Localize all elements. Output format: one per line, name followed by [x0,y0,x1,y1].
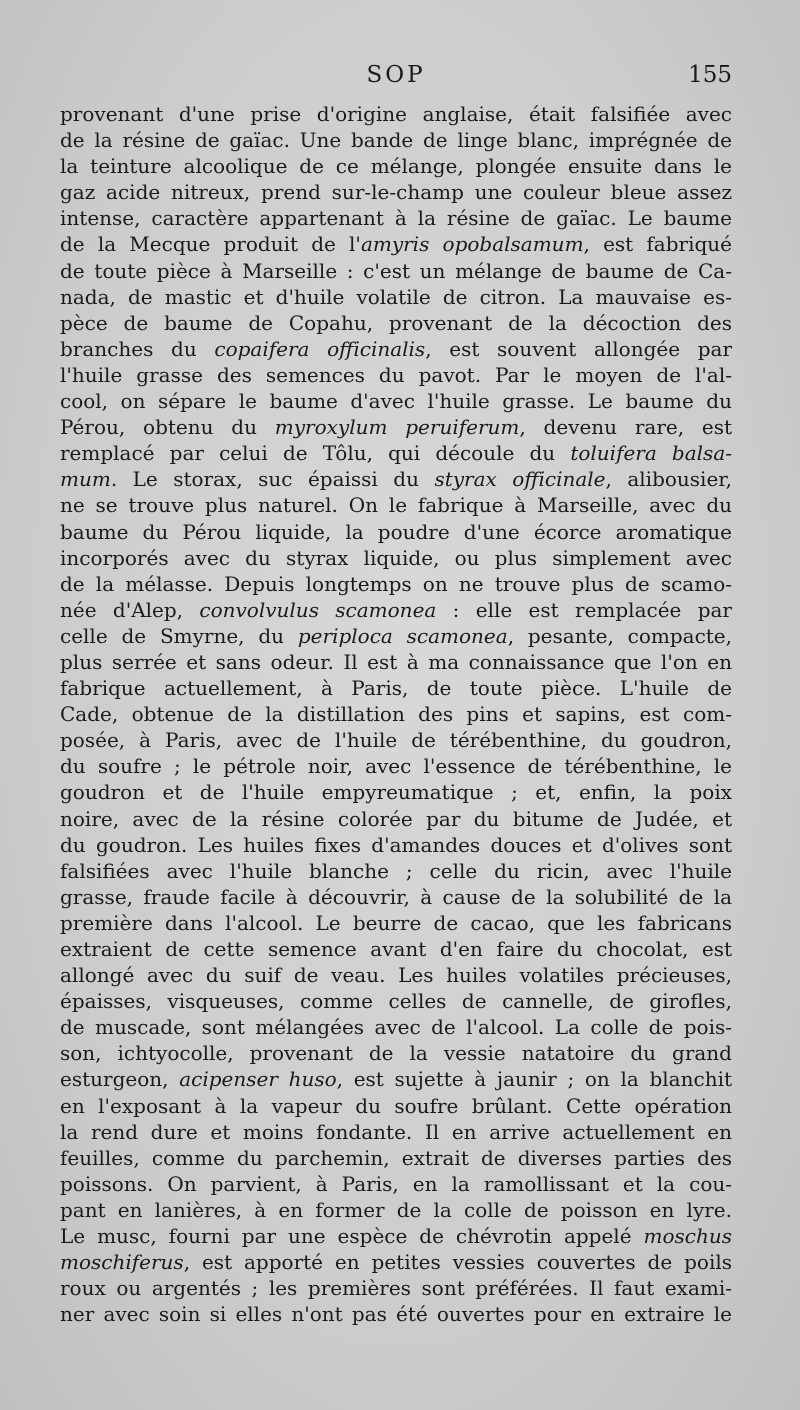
text-line: Le musc, fourni par une espèce de chévrotin appelé moschus [60,1224,732,1249]
text-line: Pérou, obtenu du myroxylum peruiferum, devenu rare, est [60,415,732,440]
text-line: feuilles, comme du parchemin, extrait de diverses parties des [60,1145,732,1170]
text-line: du soufre ; le pétrole noir, avec l'essence de térébenthine, le [60,754,732,779]
italic-term: toluifera balsa- [570,441,732,466]
text-line: gaz acide nitreux, prend sur-le-champ une couleur bleue assez [60,180,732,205]
italic-term: copaifera officinalis [214,336,426,361]
text-line: ne se trouve plus naturel. On le fabrique à Marseille, avec du [60,493,732,518]
text-line: goudron et de l'huile empyreumatique ; et, enfin, la poix [60,780,732,805]
text-line: plus serrée et sans odeur. Il est à ma connaissance que l'on en [60,649,732,674]
text-line: nada, de mastic et d'huile volatile de citron. La mauvaise es- [60,284,732,309]
text-line: moschiferus, est apporté en petites vessies couvertes de poils [60,1250,732,1275]
text-line: de toute pièce à Marseille : c'est un mélange de baume de Ca- [60,258,732,283]
text-line: mum. Le storax, suc épaissi du styrax officinale, alibousier, [60,467,732,492]
text-line: extraient de cette semence avant d'en faire du chocolat, est [60,937,732,961]
text-line: ner avec soin si elles n'ont pas été ouvertes pour en extraire le [60,1302,732,1327]
text-line: la rend dure et moins fondante. Il en arrive actuellement en [60,1119,732,1144]
text-line: cool, on sépare le baume d'avec l'huile grasse. Le baume du [60,389,732,414]
text-line: l'huile grasse des semences du pavot. Par le moyen de l'al- [60,362,732,387]
text-line: provenant d'une prise d'origine anglaise, était falsifiée avec [60,102,732,126]
text-line: baume du Pérou liquide, la poudre d'une écorce aromatique [60,519,732,544]
italic-term: moschiferus [60,1250,184,1275]
page-number: 155 [688,62,732,88]
italic-term: styrax officinale [434,467,606,492]
text-line: la teinture alcoolique de ce mélange, plongée ensuite dans le [60,154,732,179]
italic-term: acipenser huso [179,1067,337,1092]
text-line: esturgeon, acipenser huso, est sujette à jaunir ; on la blanchit [60,1067,732,1092]
text-line: pèce de baume de Copahu, provenant de la décoction des [60,310,732,335]
text-line: remplacé par celui de Tôlu, qui découle du toluifera balsa- [60,441,732,466]
italic-term: moschus [643,1224,732,1249]
text-line: falsifiées avec l'huile blanche ; celle du ricin, avec l'huile [60,858,732,883]
text-line: du goudron. Les huiles fixes d'amandes douces et d'olives sont [60,832,732,857]
text-line: grasse, fraude facile à découvrir, à cause de la solubilité de la [60,884,732,909]
text-line: celle de Smyrne, du periploca scamonea, pesante, compacte, [60,623,732,648]
italic-term: convolvulus scamonea [199,597,437,622]
text-line: de la mélasse. Depuis longtemps on ne trouve plus de scamo- [60,571,732,596]
text-line: en l'exposant à la vapeur du soufre brûlant. Cette opération [60,1093,732,1118]
italic-term: myroxylum peruiferum [274,415,520,440]
text-line: intense, caractère appartenant à la résine de gaïac. Le baume [60,206,732,231]
body-paragraph [60,101,732,1327]
running-head: SOP [366,62,426,88]
italic-term: mum [60,467,111,492]
text-line: branches du copaifera officinalis, est souvent allongée par [60,336,732,361]
text-line: de la Mecque produit de l'amyris opobalsamum, est fabriqué [60,232,732,257]
text-line: allongé avec du suif de veau. Les huiles volatiles précieuses, [60,963,732,988]
text-line: posée, à Paris, avec de l'huile de térébenthine, du goudron, [60,728,732,753]
text-line: pant en lanières, à en former de la colle de poisson en lyre. [60,1197,732,1222]
text-line: fabrique actuellement, à Paris, de toute pièce. L'huile de [60,676,732,701]
text-line: son, ichtyocolle, provenant de la vessie natatoire du grand [60,1041,732,1066]
text-line: première dans l'alcool. Le beurre de cacao, que les fabricans [60,910,732,935]
text-line: poissons. On parvient, à Paris, en la ramollissant et la cou- [60,1171,732,1196]
page-header [60,62,732,98]
italic-term: amyris opobalsamum [360,232,584,257]
text-line: incorporés avec du styrax liquide, ou plus simplement avec [60,545,732,570]
text-line: de la résine de gaïac. Une bande de linge blanc, imprégnée de [60,128,732,153]
text-line: de muscade, sont mélangées avec de l'alcool. La colle de pois- [60,1015,732,1040]
text-line: née d'Alep, convolvulus scamonea : elle est remplacée par [60,597,732,622]
text-line: épaisses, visqueuses, comme celles de cannelle, de girofles, [60,989,732,1014]
text-line: noire, avec de la résine colorée par du bitume de Judée, et [60,806,732,831]
italic-term: periploca scamonea [297,623,508,648]
text-line: roux ou argentés ; les premières sont préférées. Il faut exami- [60,1276,732,1301]
text-line: Cade, obtenue de la distillation des pins et sapins, est com- [60,702,732,727]
